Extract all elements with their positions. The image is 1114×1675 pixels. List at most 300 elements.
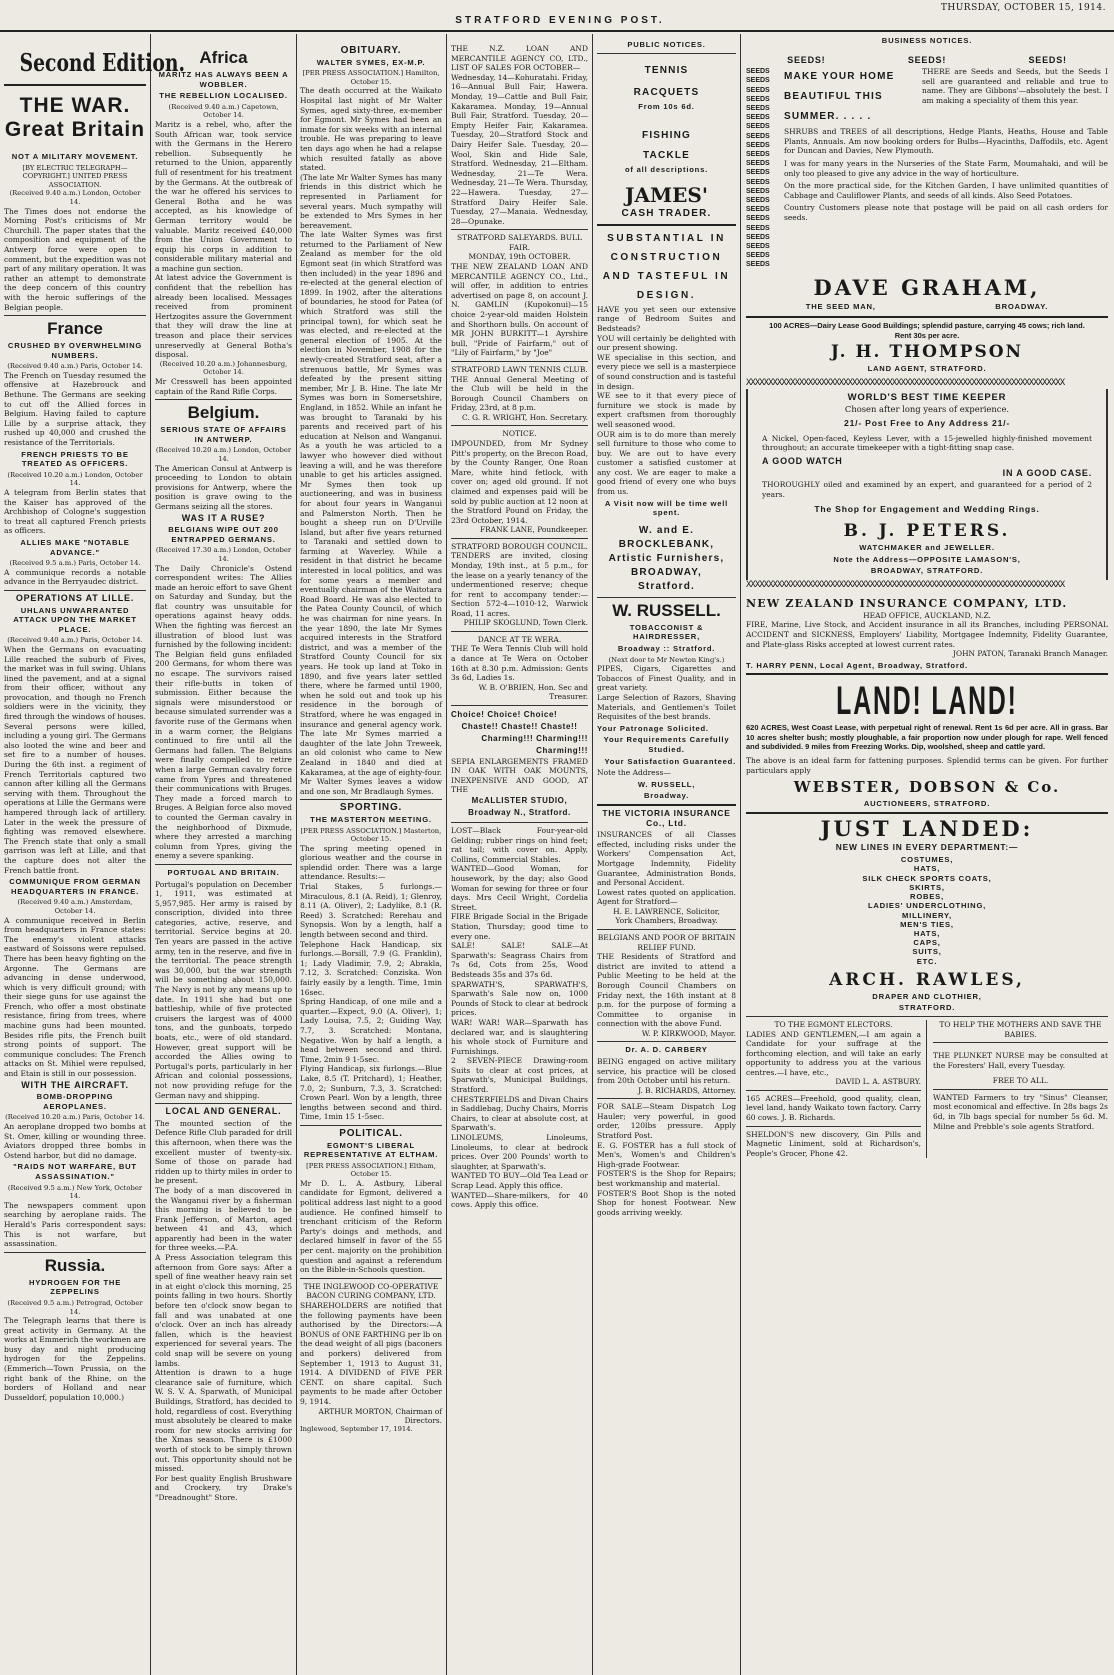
- ad-text: PIPES, Cigars, Cigarettes and Tobaccos of Finest Quality, and in great variety.: [597, 664, 736, 693]
- ad-text: YOU will certainly be delighted with our present showing.: [597, 333, 736, 353]
- article-text: Telephone Hack Handicap, six furlongs.—Borsill, 7.9 (G. Franklin), 1; Lady Vladimir, 7.9, 2; Abrakla, 7.12, 3. Scratched: Conziska. Won fairly easily by a length. Time, 1min 16sec.: [300, 939, 442, 997]
- subhead: OPERATIONS AT LILLE.: [15, 592, 135, 603]
- rule: [597, 804, 736, 806]
- notice-title: DANCE AT TE WERA.: [477, 634, 562, 644]
- notice-subtitle: MONDAY, 19th OCTOBER.: [468, 252, 571, 262]
- subhead: THE REBELLION LOCALISED.: [159, 91, 288, 101]
- list-item: ROBES,: [910, 892, 944, 902]
- subhead: "RAIDS NOT WARFARE, BUT ASSASSINATION.": [13, 1162, 137, 1181]
- rule: [155, 864, 292, 865]
- seeds-word: SEEDS: [746, 68, 770, 76]
- rule: [746, 673, 1108, 675]
- article-text: The spring meeting opened in glorious weather and the course in splendid order. There was a large attendance. Results:—: [300, 843, 442, 882]
- dateline: (Received 9.40 a.m.) Capetown, October 14.: [168, 102, 279, 120]
- article-text: Flying Handicap, six furlongs.—Blue Lake, 8.5 (T. Pritchard), 1; Heather, 7.0, 2; Sunburn, 7.3, 3. Scratched: Crown Pearl. Won by a length, three lengths between second and third. Time, 1min 15 1-5sec.: [300, 1064, 442, 1122]
- ad-text: A Visit now will be time well spent.: [604, 498, 729, 518]
- signature: W. B. O'BRIEN, Hon. Sec and Treasurer.: [478, 682, 588, 702]
- bottom-ads-left: [746, 1020, 927, 1159]
- paper-title: STRATFORD EVENING POST.: [455, 15, 665, 26]
- paper-date: THURSDAY, OCTOBER 15, 1914.: [940, 3, 1106, 13]
- rule: [451, 822, 588, 823]
- ad-text: Note the Address—OPPOSITE LAMASON'S,: [833, 554, 1021, 564]
- ad-text: FIRE, Marine, Live Stock, and Accident insurance in all its Branches, including PERSONAL ACCIDENT and SICKNESS, Employers' Liability, Mortgagee Indemnity, Fidelity Guarantee, and Plate-glass Risks accepted at lowest current rates.: [746, 620, 1108, 649]
- rule: [155, 1103, 292, 1104]
- ad-footer: [746, 300, 1108, 314]
- ad-text: DRAPER AND CLOTHIER,: [872, 991, 982, 1001]
- rule: [597, 597, 736, 598]
- classified-ad: SPARWATH'S, SPARWATH'S, Sparwath's Sale now on, 1000 Pounds of Stock to clear at bedrock prices.: [451, 979, 588, 1018]
- ad-name: J. H. THOMPSON: [830, 342, 1024, 363]
- rule: [4, 84, 146, 86]
- ad-text: WE specialise in this section, and every piece we sell is a masterpiece of sound construction and is tasteful in design.: [597, 352, 736, 391]
- article-text: The body of a man discovered in the Wanganui river by a fisherman this morning is believed to be Frank Jefferson, of Marton, aged between 41 and 43, which apparently had been in the water for three weeks.—P.A.: [155, 1185, 292, 1253]
- ad-name: B. J. PETERS.: [843, 520, 1011, 541]
- africa-heading: Africa: [199, 48, 248, 67]
- signature: ARTHUR MORTON, Chairman of Directors.: [318, 1406, 442, 1425]
- ad-text: W. and E.: [638, 524, 695, 536]
- watch-ad: [746, 389, 1108, 580]
- seeds-word: SEEDS: [746, 224, 770, 232]
- ad-text: Your Patronage Solicited.: [597, 723, 709, 733]
- ad-text: TENNIS: [644, 64, 689, 76]
- subhead: BOMB-DROPPING AEROPLANES.: [36, 1092, 114, 1111]
- ad-text: TOBACCONIST & HAIRDRESSER,: [629, 622, 704, 642]
- ad-text: McALLISTER STUDIO,: [471, 796, 568, 806]
- seeds-word: SEEDS: [746, 252, 770, 260]
- ad-text: BROADWAY,: [631, 566, 702, 578]
- article-text: Portugal's population on December 1, 1911, was estimated at 5,957,985. Her army is raised by conscription, divided into three categories, active, reserve, and territorial. Service begins at 20. Ten years are passed in the active army, ten in the reserve, and five in the territorial. The peace strength was 30,000, but the war strength will be something about 150,000. The Navy is not by any means up to date. In 1911 she had but one battleship, while of five protected cruisers the largest was of 4000 tons, and the gunboats, torpedo boats, etc., were of old standard. However, great support will be accorded the Allies owing to Portugal's ports, particularly in her African and colonial possessions, not now providing refuge for the German navy and shipping.: [155, 879, 292, 1100]
- ad-text: H. E. LAWRENCE, Solicitor,: [613, 906, 720, 916]
- dateline: (Received 9.5 a.m.) Paris, October 14.: [9, 559, 141, 568]
- column-public-notices: [597, 34, 736, 1670]
- notice-title: NOTICE.: [502, 429, 537, 439]
- seeds-word: SEEDS!: [787, 54, 826, 65]
- ad-text: SEPIA ENLARGEMENTS FRAMED IN OAK WITH OAK MOUNTS, INEXPENSIVE AND GOOD, AT THE: [451, 756, 588, 795]
- border-pattern: XXXXXXXXXXXXXXXXXXXXXXXXXXXXXXXXXXXXXXXXXXXXXXXXXXXXXXXXXXXXXXXXXXXXXXXX: [746, 579, 1065, 590]
- notice-text: THE Residents of Stratford and district are invited to attend a Public Meeting to be held at the Borough Council Chambers on Friday next, the 16th instant at 8 p.m. for the purpose of forming a Committee to organise in connection with the above Fund.: [597, 952, 736, 1029]
- dateline: (Received 9.40 a.m.) Amsterdam, October 14.: [17, 898, 133, 915]
- rule: [451, 705, 588, 706]
- dateline: [PER PRESS ASSOCIATION.] Eltham, October 15.: [306, 1161, 436, 1179]
- ad-text: STRATFORD.: [898, 1003, 956, 1013]
- seeds-top: [784, 67, 1108, 127]
- rule: [300, 799, 442, 800]
- seeds-word: SEEDS!: [907, 54, 947, 65]
- ad-text: The above is an ideal farm for fattening purposes. Splendid terms can be given. For further particulars apply: [746, 755, 1108, 775]
- seeds-word: SEEDS: [746, 151, 770, 159]
- subhead: UHLANS UNWARRANTED ATTACK UPON THE MARKET PLACE.: [13, 605, 137, 634]
- list-item: MILLINERY,: [902, 910, 952, 920]
- ad-text: NEW LINES IN EVERY DEPARTMENT:—: [835, 841, 1019, 852]
- rule: [746, 1090, 921, 1091]
- column-sales-notices: [451, 34, 588, 1670]
- signature: J. B. RICHARDS, Attorney.: [638, 1085, 736, 1095]
- signature: PHILIP SKOGLUND, Town Clerk.: [463, 618, 588, 628]
- rule: [746, 812, 1108, 814]
- subhead: HYDROGEN FOR THE ZEPPELINS: [28, 1277, 122, 1297]
- seeds-word: SEEDS: [746, 206, 770, 214]
- signature: JOHN PATON, Taranaki Branch Manager.: [953, 649, 1108, 659]
- list-item: HATS,: [913, 928, 941, 938]
- article-text: For best quality English Brushware and Crockery, try Drake's "Dreadnought" Store.: [155, 1473, 292, 1502]
- article-text: Mr D. L. A. Astbury, Liberal candidate for Egmont, delivered a political address last night to a good audience. He confined himself to trenchant criticism of the Reform Party's doings and methods, and declared himself in favor of the 55 per cent. majority on the prohibition question and against a referendum on the Bible-in-Schools question.: [300, 1178, 442, 1275]
- ad-text: of all descriptions.: [624, 165, 709, 175]
- notice-title: TO HELP THE MOTHERS AND SAVE THE BABIES.: [939, 1019, 1102, 1039]
- notice-text: LADIES AND GENTLEMEN,—I am again a Candidate for your suffrage at the forthcoming election, and will take an early opportunity to address you at the various centres.—I have, etc.,: [746, 1029, 921, 1077]
- article-text: When the Germans on evacuating Lille reached the suburb of Fives, the market was in full swing. Uhlans lined the pavement, and at a signal from their officer, without any provocation, and though no French soldiers were in the vicinity, they fired through the windows of houses. Several persons were killed, including a young girl. The Germans also looted the wine and beer and set fire to a number of houses. During the 6th inst. a regiment of French Territorials captured two cannon after killing all the Germans serving with them. Throughout the operations at Lille the Germans were hampered through lack of artillery. Later in the week the pressure of fighting was removed elsewhere. The French state that only a small garrison was left at Lille, and that the capture does not alter the French battle front.: [4, 644, 146, 875]
- classified-ad: FOR SALE—Steam Dispatch Log Hauler; very powerful, in good order, 120lbs pressure. Apply Stratford Post.: [597, 1102, 736, 1140]
- list-item: SUITS,: [912, 947, 942, 957]
- classified-ad: CHESTERFIELDS and Divan Chairs in Saddlebag, Duchy Chairs, Morris Chairs, to clear at absolute cost, at Sparwath's.: [451, 1094, 588, 1133]
- ad-text: 100 ACRES—Dairy Lease Good Buildings; splendid pasture, carrying 45 cows; rich land. Rent 30s per acre.: [769, 321, 1085, 340]
- article-text: The death occurred at the Waikato Hospital last night of Mr Walter Symes, aged sixty-three, ex-member for Egmont. Mr Symes had been an inmate for six weeks with an internal trouble. He was preparing to leave ten days ago when he had a relapse which resulted fatally as above stated.: [300, 86, 442, 173]
- section-heading: BUSINESS NOTICES.: [881, 36, 973, 45]
- ad-name: ARCH. RAWLES,: [829, 969, 1025, 990]
- belgium-heading: Belgium.: [187, 403, 260, 423]
- bottom-ads: [746, 1020, 1108, 1159]
- article-text: The Times does not endorse the Morning Post's criticisms of Mr Churchill. The paper states that the composition and equipment of the Antwerp force were open to comment, but the expedition was not part of any military operation. It was rather an attempt to demonstrate the deep concern of this country with the heroic sufferings of the Belgian people.: [4, 206, 146, 312]
- seeds-word: SEEDS: [746, 243, 770, 251]
- seeds-column: [746, 67, 778, 269]
- seeds-word: SEEDS: [746, 114, 770, 122]
- seeds-ad: [746, 67, 1108, 269]
- ad-text: OUR aim is to do more than merely sell furniture to those who come to buy. We are out to have every customer a satisfied customer at any cost. We are eager to make a good friend of every one who buys from us.: [597, 429, 736, 497]
- masthead-rule: [0, 30, 1114, 32]
- seeds-word: SEEDS: [746, 77, 770, 85]
- ad-text: W. RUSSELL,: [637, 779, 696, 789]
- ad-text: THOROUGHLY oiled and examined by an expert, and guaranteed for a period of 2 years.: [762, 480, 1092, 499]
- ad-headline: JUST LANDED:: [820, 815, 1034, 841]
- article-text: The Telegraph learns that there is great activity in Germany. At the works at Emmerich the workmen are busy day and night producing hydrogen for the Zeppelins. (Emmerich—Town Prussia, on the right bank of the Rhine, on the borders of Holland and near Dusseldorf, population 10,000.): [4, 1316, 146, 1402]
- dateline: (Received 10.20 a.m.) Paris, October 14.: [5, 1113, 145, 1122]
- article-text: The French on Tuesday resumed the offensive at Hazebrouck and Bethune. The Germans are seeking to cut off the Allied forces in Belgium. Having failed to capture Lille by a surprise attack, they rushed up 40,000 and crushed the resistance of the Territorials.: [4, 370, 146, 448]
- seeds-body: [784, 67, 1108, 269]
- ad-text: Broadway.: [643, 791, 690, 801]
- ad-name: DAVE GRAHAM,: [813, 274, 1041, 300]
- list-item: HATS,: [913, 864, 941, 874]
- dateline: (Received 9.5 a.m.) Petrograd, October 14.: [7, 1298, 143, 1316]
- subhead: CRUSHED BY OVERWHELMING NUMBERS.: [7, 341, 143, 360]
- list-item: ETC.: [916, 956, 938, 966]
- ad-name: NEW ZEALAND INSURANCE COMPANY, LTD.: [746, 596, 1068, 610]
- ad-text: Country Customers please note that postage will be paid on all cash orders for seeds.: [784, 203, 1108, 222]
- russia-heading: Russia.: [44, 1255, 106, 1275]
- dateline: (Received 9.40 a.m.) Paris, October 14.: [7, 636, 143, 645]
- byline: [BY ELECTRIC TELEGRAPH—COPYRIGHT.] UNITED PRESS ASSOCIATION.: [22, 163, 128, 189]
- ad-text: Broadway N., Stratford.: [468, 808, 571, 818]
- dateline: (Received 10.20 a.m.) Johannesburg, October 14.: [159, 359, 288, 377]
- rule: [597, 1098, 736, 1099]
- list-item: MEN'S TIES,: [900, 919, 954, 929]
- notice-text: THE PLUNKET NURSE may be consulted at the Foresters' Hall, every Tuesday.: [933, 1051, 1108, 1070]
- list-item: SILK CHECK SPORTS COATS,: [862, 873, 992, 883]
- classified-ad: WANTED—Share-milkers, for 40 cows. Apply this office.: [451, 1190, 588, 1210]
- list-item: LADIES' UNDERCLOTHING,: [867, 901, 987, 911]
- ad-text: (Next door to Mr Newton King's.): [608, 655, 725, 664]
- ad-text: Chaste!! Chaste!! Chaste!!: [461, 721, 578, 731]
- ad-text: THE SEED MAN,: [805, 301, 876, 311]
- ad-text: On the more practical side, for the Kitchen Garden, I have unlimited quantities of Cabbage and Cauliflower Plants, and seeds of all kinds. Also Seed Potatoes.: [784, 181, 1108, 200]
- sales-list: Wednesday, 14—Kohuratahi. Friday, 16—Annual Bull Fair, Hawera. Monday, 19—Cattle and Bull Fair, Kakaramea. Monday, 19—Annual Bull Fair, Stratford. Tuesday, 20—Empty Heifer Fair, Kakaramea. Tuesday, 20—Stratford Stock and Dairy Heifer Sale. Tuesday, 20—Wool, Skin and Hide Sale, Stratford. Wednesday, 21—Eltham. Wednesday, 21—Te Wera. Wednesday, 21—Te Wera. Thursday, 22—Hawera. Tuesday, 27—Stratford Dairy Heifer Sale. Tuesday, 27—Manaia. Wednesday, 28—Opunake.: [451, 72, 588, 226]
- war-heading: THE WAR.: [19, 94, 131, 117]
- ad-text: BROADWAY, STRATFORD.: [870, 566, 984, 576]
- subhead: COMMUNIQUE FROM GERMAN HEADQUARTERS IN FRANCE.: [9, 877, 141, 896]
- article-text: A communique received in Berlin from headquarters in France states: The enemy's violent attacks eastward of Soissons were repulsed. There has been heavy fighting on the Argonne. The Germans are advancing in dense underwood, which is very difficult ground; with their siege guns for use against the French, who offer a most obstinate resistance, firing from trees, where machine guns had been mounted. Besides rifle pits, the French built strong points of support. The communique concludes: The French attacks on St. Mihiel were repulsed, and Etain is still in our possession.: [4, 915, 146, 1079]
- notice-text: IMPOUNDED, from Mr Sydney Pitt's property, on the Brecon Road, by the County Ranger, One Roan Mare, white hind fetlock, with cover on; aged old ground. If not claimed and expenses paid will be sold by public auction at 12 noon at the Stratford Pound on Friday, the 23rd October, 1914.: [451, 438, 588, 525]
- classified-ad: 2 SEVEN-PIECE Drawing-room Suits to clear at cost prices, at Sparwath's, Municipal Buildings, Stratford.: [451, 1056, 588, 1095]
- ad-text: SHRUBS and TREES of all descriptions, Hedge Plants, Heaths, House and Table Plants, Annuals. Am now booking orders for Bulbs—Hyacinths, Daffodils, etc. Agent for Duncan and Davies, New Plymouth.: [784, 127, 1108, 156]
- rule: [597, 53, 736, 54]
- article-text: (The late Mr Walter Symes has many friends in this district which he represented in Parliament for several years. Much sympathy will be extended to Mrs Symes in her bereavement.: [300, 172, 442, 230]
- ad-text: T. HARRY PENN, Local Agent, Broadway, Stratford.: [746, 660, 968, 670]
- column-divider: [740, 34, 741, 1675]
- column-africa-belgium: [155, 34, 292, 1670]
- ad-text: I was for many years in the Nurseries of the State Farm, Moumahaki, and will be only too pleased to give any advice in the way of horticulture.: [784, 158, 1108, 178]
- ad-text: Charming!!! Charming!!! Charming!!!: [481, 733, 588, 755]
- ad-text: IN A GOOD CASE.: [1002, 467, 1092, 478]
- classified-ad: LOST—Black Four-year-old Gelding; rubber rings on hind feet; rat tail; with cover on. Apply, Collins, Commercial Stables.: [451, 826, 588, 864]
- rule: [4, 590, 146, 591]
- article-text: The American Consul at Antwerp is proceeding to London to obtain provisions for Antwerp, where the position is grave owing to the Germans seizing all the stores.: [155, 463, 292, 511]
- column-obituary-sporting: [300, 34, 442, 1670]
- classified-ad: WANTED Farmers to try "Sinus" Cleanser, most economical and effective. In 28s bags 2s 6d, in 7lb bags special for number 5s 6d. M. Milne and Prebble's sole agents Stratford.: [933, 1092, 1108, 1131]
- ad-text: Broadway :: Stratford.: [617, 644, 716, 654]
- subhead: THE MASTERTON MEETING.: [310, 814, 432, 824]
- classified-ad: FOSTER'S Boot Shop is the noted Shop for honest Footwear. New goods arriving weekly.: [597, 1188, 736, 1217]
- ad-headline: SUBSTANTIAL IN CONSTRUCTION AND TASTEFUL IN DESIGN.: [602, 232, 731, 301]
- france-heading: France: [47, 319, 103, 339]
- subhead: WALTER SYMES, EX-M.P.: [316, 57, 426, 67]
- ad-text: BROADWAY.: [995, 301, 1049, 311]
- ad-name: WEBSTER, DOBSON & Co.: [793, 778, 1061, 797]
- notice-text: THE NEW ZEALAND LOAN AND MERCANTILE AGENCY CO., Ltd., will offer, in addition to entries advertised on page 8, on account J. N. GAMLIN (Kupokonui)—15 choice 2-year-old maiden Holstein and Shorthorn bulls. On account of MR JOHN BURKITT—1 Ayrshire bull, "Pride of Fairfarm," out of "Lily of Fairfarm," by "Joe": [451, 262, 588, 358]
- article-text: Attention is drawn to a huge clearance sale of furniture, which W. S. V. A. Sparwath, of Municipal Buildings, Stratford, has decided to hold, regardless of cost. Everything must absolutely be cleared to make room for new stocks arriving for the Xmas season. There is £1000 worth of stock to be simply thrown out. This opportunity should not be missed.: [155, 1368, 292, 1474]
- rule: [746, 316, 1108, 318]
- subhead: BELGIANS WIPE OUT 200 ENTRAPPED GERMANS.: [168, 525, 279, 544]
- ad-text: Stratford.: [638, 580, 695, 592]
- dateline: (Received 10.20 a.m.) London, October 14.: [155, 446, 292, 463]
- subhead: EGMONT'S LIBERAL REPRESENTATIVE AT ELTHAM.: [303, 1140, 439, 1160]
- subhead: PORTUGAL AND BRITAIN.: [167, 867, 280, 877]
- signature: W. P. KIRKWOOD, Mayor.: [641, 1029, 736, 1038]
- section-heading: PUBLIC NOTICES.: [627, 40, 706, 49]
- ad-text: Lowest rates quoted on application. Agent for Stratford—: [597, 887, 736, 907]
- ad-text: The Shop for Engagement and Wedding Rings.: [814, 504, 1040, 515]
- rule: [597, 929, 736, 930]
- rule: [451, 361, 588, 362]
- seeds-word: SEEDS: [746, 160, 770, 168]
- masthead: [0, 0, 1114, 34]
- seeds-word: SEEDS!: [1028, 54, 1067, 65]
- rule: [746, 1126, 921, 1127]
- ad-text: Chosen after long years of experience.: [844, 403, 1010, 414]
- notice-title: STRATFORD BOROUGH COUNCIL.: [451, 541, 588, 551]
- dateline: (Received 9.40 a.m.) Paris, October 14.: [7, 362, 143, 371]
- ad-text: WATCHMAKER and JEWELLER.: [859, 542, 995, 552]
- classified-ad: LINOLEUMS, Linoleums, Linoleums, to clear at bedrock prices. Over 200 Pounds' worth to slaughter, at Sparwath's.: [451, 1133, 588, 1171]
- seeds-word: SEEDS: [746, 86, 770, 94]
- column-divider: [592, 34, 593, 1675]
- ad-headline: THE VICTORIA INSURANCE Co., Ltd.: [602, 807, 731, 828]
- rule: [4, 315, 146, 316]
- rule: [933, 1042, 1108, 1043]
- ad-text: 620 ACRES, West Coast Lease, with perpetual right of renewal. Rent 1s 6d per acre. All in grass. Bar 10 acres shelter bush; mostly ploughable, a fair proportion now under plough for rape. Well fenced and subdivided. 9 miles from Freezing Works. Dip, woolshed, sheep and cattle yard.: [746, 723, 1108, 752]
- dateline: (Received 9.5 a.m.) New York, October 14.: [7, 1183, 143, 1201]
- notice-title: THE N.Z. LOAN AND MERCANTILE AGENCY CO, LTD., LIST OF SALES FOR OCTOBER—: [451, 44, 588, 73]
- dateline: (Received 9.40 a.m.) London, October 14.: [9, 189, 141, 206]
- article-text: Maritz is a rebel, who, after the South African war, took service with the Germans in the Herero rebellion. Subsequently he returned to the Union, apparently full of resentment for his treatment by the Germans. At the outbreak of the war he offered his services to General Botha and he was accepted, as his knowledge of German territory would be valuable. Maritz received £40,000 from the Union Government to equip his corps in addition to considerable military material and a machine gun section.: [155, 119, 292, 273]
- classified-ad: E. G. FOSTER has a full stock of Men's, Women's and Children's High-grade Footwear.: [597, 1140, 736, 1169]
- article-text: The mounted section of the Defence Rifle Club paraded for drill this afternoon, when there was the excellent muster of twenty-six. Some of those on parade had ridden up to thirty miles in order to be present.: [155, 1118, 292, 1186]
- signature: DAVID L. A. ASTBURY.: [835, 1077, 921, 1087]
- rule: [4, 1252, 146, 1253]
- rule: [300, 1125, 442, 1126]
- ad-name: W. RUSSELL.: [612, 600, 721, 620]
- ad-text: WE see to it that every piece of furniture we stock is made by expert craftsmen from thoroughly well seasoned wood.: [597, 391, 736, 429]
- notice-title: STRATFORD LAWN TENNIS CLUB.: [451, 365, 588, 374]
- rule: [451, 631, 588, 632]
- article-text: An aeroplane dropped two bombs at St. Omer, killing or wounding three. Aviators dropped three bombs in Ostend harbor, but did no damage.: [4, 1122, 146, 1160]
- ad-text: Your Requirements Carefully Studied.: [603, 735, 730, 754]
- rule: [746, 1016, 1108, 1017]
- article-text: A telegram from Berlin states that the Kaiser has approved of the Archbishop of Cologne's suggestion to treat all captured French priests as officers.: [4, 488, 146, 536]
- column-divider: [446, 34, 447, 1675]
- ad-text: CASH TRADER.: [621, 207, 712, 219]
- notice-title: TO THE EGMONT ELECTORS.: [774, 1019, 893, 1029]
- notice-text: THE Annual General Meeting of the Club will be held in the Borough Council Chambers on Friday, 23rd, at 8 p.m.: [451, 374, 588, 413]
- ad-text: 21/- Post Free to Any Address 21/-: [843, 418, 1010, 429]
- ad-text: THERE are Seeds and Seeds, but the Seeds I sell are guaranteed and reliable and true to name. They are Gibbons'—absolutely the best. I am making a speciality of them this year.: [922, 67, 1108, 105]
- article-text: Spring Handicap, of one mile and a quarter.—Expect, 9.0 (A. Oliver), 1; Lady Louisa, 7.5, 2; Guiding Way, 7.7, 3. Scratched: Montana, Negative. Won by half a length, a head between second and third. Time, 2min 9 1-5sec.: [300, 997, 442, 1064]
- classified-ad: SHELDON'S new discovery, Gin Pills and Magnetic Liniment, sold at Richardson's, People's Grocer, Phone 42.: [746, 1129, 921, 1158]
- signature: FRANK LANE, Poundkeeper.: [480, 525, 588, 535]
- subhead: POLITICAL.: [339, 1127, 403, 1139]
- classified-ad: FIRE Brigade Social in the Brigade Station, Thursday; good time to every one.: [451, 912, 588, 941]
- ad-text: RACQUETS: [633, 86, 700, 98]
- ad-text: HAVE you yet seen our extensive range of Bedroom Suites and Bedsteads?: [597, 304, 736, 333]
- ad-headline: WORLD'S BEST TIME KEEPER: [847, 392, 1007, 404]
- ad-text: Choice! Choice! Choice!: [451, 709, 558, 719]
- rule: [597, 1041, 736, 1042]
- rule: [451, 425, 588, 426]
- subhead: OBITUARY.: [340, 45, 402, 56]
- ad-text: Your Satisfaction Guaranteed.: [604, 756, 736, 766]
- rule: [155, 399, 292, 400]
- ad-text: Artistic Furnishers,: [608, 552, 725, 564]
- article-text: The late Walter Symes was first returned to the Parliament of New Zealand as member for the old Egmont seat (in which Stratford was then included) in the year 1896 and re-elected at the general election of 1899. In 1902, after the alterations of boundaries, he stood for Patea (of which Stratford was still the principal town), for which seat he was elected, and re-elected at the general election of 1905. At the election in November, 1908 for the newly-created Stratford seat, after a strenuous battle, Mr Symes was defeated by the present sitting member, Mr J. B. Hine. The late Mr Symes was born in Somersetshire, England, in 1852. While an infant he was brought to Taranaki by his parents and received part of his education at Nelson and Wanganui. As a youth he was articled to a lawyer who however died without leaving a will, and he was therefore unable to get his articles assigned. Mr Symes then took up auctioneering, and was in business for about four years in Wanganui and Palmerston North. Then he bought a sheep run on D'Urville Island, but after five years returned to Taranaki and settled down to farming at Waverley. While a resident in that district he became interested in local politics, and was for some years a member and eventually chairman of the Waitotara Road Board. He was also elected to the Patea County Council, of which he was chairman for nine years. In the year 1890, the late Mr Symes acquired interests in the Stratford district, and was a member of the Stratford County Council for six years. He took up land at Toko in 1890, and five years later settled there, where he farmed until 1900, when he sold out and took up his residence in the borough of Stratford, where he was engaged in insurance and general agency work. The late Mr Symes married a daughter of the late John Treweek, an old colonist who came to New Zealand in 1840 and died at Kakaramea, at the age of eighty-four. Mr Walter Symes leaves a widow and one son, Mr Bradlaugh Symes.: [300, 230, 442, 796]
- ad-text: A GOOD WATCH: [762, 456, 843, 466]
- list-item: COSTUMES,: [900, 855, 954, 865]
- ad-name: BROCKLEBANK,: [618, 538, 715, 550]
- subhead: NOT A MILITARY MOVEMENT.: [11, 152, 139, 161]
- seeds-word: SEEDS: [746, 95, 770, 103]
- notice-date: Inglewood, September 17, 1914.: [300, 1425, 413, 1434]
- notice-text: SHAREHOLDERS are notified that the following payments have been authorised by the Directors:—A BONUS of ONE FARTHING per lb on the dead weight of all pigs (baconers and porkers) delivered from September 1, 1913 to August 31, 1914. A DIVIDEND of FIVE PER CENT. on share capital. Such payments to be made after October 9, 1914.: [300, 1301, 442, 1406]
- classified-ad: WAR! WAR! WAR—Sparwath has declared war, and is slaughtering his whole stock of Furniture and Furnishings.: [451, 1017, 588, 1056]
- ad-text: Note the Address—: [597, 768, 671, 778]
- great-britain-heading: Great Britain: [4, 118, 146, 141]
- notice-text: FREE TO ALL.: [992, 1076, 1049, 1086]
- list-item: SKIRTS,: [909, 882, 945, 892]
- seeds-header: [746, 54, 1108, 68]
- subhead: ALLIES MAKE "NOTABLE ADVANCE.": [20, 537, 130, 557]
- ad-text: HEAD OFFICE, AUCKLAND, N.Z.: [863, 610, 991, 620]
- seeds-word: SEEDS: [746, 187, 770, 195]
- notice-title: THE INGLEWOOD CO-OPERATIVE BACON CURING COMPANY, LTD.: [303, 1281, 439, 1301]
- seeds-word: SEEDS: [746, 141, 770, 149]
- rule: [597, 224, 736, 226]
- column-business-notices: [746, 34, 1108, 1670]
- column-war-news: [4, 34, 185, 1670]
- ad-text: Large Selection of Razors, Shaving Materials, and Gentlemen's Toilet Requisites of the best brands.: [597, 693, 736, 722]
- subhead: SERIOUS STATE OF AFFAIRS IN ANTWERP.: [160, 425, 287, 444]
- notice-text: TENDERS are invited, closing Monday, 19th inst., at 5 p.m., for the lease on a yearly tenancy of the undermentioned reserve; cheque for rent to accompany tender:—Section 572-4—1010-12, Warwick Road, 11 acres.: [451, 551, 588, 618]
- notice-title: BELGIANS AND POOR OF BRITAIN RELIEF FUND.: [597, 933, 736, 952]
- seeds-word: SEEDS: [746, 123, 770, 131]
- column-divider: [150, 34, 151, 1675]
- article-text: Mr Cresswell has been appointed captain of the Rand Rifle Corps.: [155, 377, 292, 396]
- ad-text: York Chambers, Broadway.: [615, 916, 718, 926]
- article-text: Trial Stakes, 5 furlongs.—Miraculous, 8.1 (A. Reid), 1; Glenroy, 8.11 (A. Oliver), 2; Ladylike, 8.1 (R. Reed) 3. Scratched: Rerehau and Synopsis. Won by a length, half a length between second and third.: [300, 882, 442, 940]
- seeds-word: SEEDS: [746, 105, 770, 112]
- notice-text: THE Te Wera Tennis Club will hold a dance at Te Wera on October 16th at 8.30 p.m. Admission: Gents 3s 6d, Ladies 1s.: [451, 644, 588, 683]
- seeds-word: SEEDS: [746, 215, 770, 223]
- article-text: At latest advice the Government is confident that the rebellion has already been localised. Messages received from prominent Hertzogites assure the Government that they will draw the line at treason and place their services unreservedly at General Botha's disposal.: [155, 273, 292, 360]
- signature: C. G. R. WRIGHT, Hon. Secretary.: [462, 412, 588, 422]
- article-text: A communique records a notable advance in the Berryaudec district.: [4, 567, 146, 587]
- ad-headline: MAKE YOUR HOME BEAUTIFUL THIS SUMMER. . . . .: [784, 71, 895, 123]
- ad-text: TACKLE: [642, 150, 690, 162]
- dateline: [PER PRESS ASSOCIATION.] Masterton, October 15.: [300, 826, 442, 844]
- second-edition-heading: Second Edition.: [19, 48, 185, 77]
- column-divider: [296, 34, 297, 1675]
- classified-ad: WANTED TO BUY—Old Tea Lead or Scrap Lead. Apply this office.: [451, 1171, 588, 1190]
- article-text: The newspapers comment upon searching by aeroplane raids. The Herald's Paris correspondent says: This is not warfare, but assassination.: [4, 1200, 146, 1249]
- notice-text: BEING engaged on active military service, his practice will be closed from 20th October until his return.: [597, 1057, 736, 1086]
- article-text: A Press Association telegram this afternoon from Gore says: After a spell of fine weather heavy rain set in at eight o'clock this morning, 25 points falling in two hours. Shortly before ten o'clock snow began to fall and was unabated at one o'clock. Over an inch has already fallen, which is the heaviest experienced for several years. The cold snap will be severe on young lambs.: [155, 1253, 292, 1368]
- subhead: WAS IT A RUSE?: [181, 512, 266, 523]
- border-pattern: XXXXXXXXXXXXXXXXXXXXXXXXXXXXXXXXXXXXXXXXXXXXXXXXXXXXXXXXXXXXXXXXXXXXXXXX: [746, 378, 1065, 389]
- seeds-word: SEEDS: [746, 197, 770, 205]
- ad-text: A Nickel, Open-faced, Keyless Lever, with a 15-jewelled highly-finished movement throughout; an accurate timekeeper with a tight-fitting snap case.: [762, 433, 1092, 453]
- classified-ad: SALE! SALE! SALE—At Sparwath's: Seagrass Chairs from 7s 6d, Cots from 25s, Wood Bedsteads 35s and 37s 6d.: [451, 941, 588, 979]
- rule: [933, 1089, 1108, 1090]
- subhead: FRENCH PRIESTS TO BE TREATED AS OFFICERS.: [21, 449, 129, 469]
- seeds-word: SEEDS: [746, 132, 770, 140]
- subhead: LOCAL AND GENERAL.: [165, 1106, 282, 1117]
- seeds-word: SEEDS: [746, 169, 770, 177]
- notice-title: STRATFORD SALEYARDS. BULL FAIR.: [456, 233, 583, 252]
- ad-text: AUCTIONEERS, STRATFORD.: [863, 799, 991, 809]
- ad-name: JAMES': [625, 182, 708, 207]
- ad-text: From 10s 6d.: [638, 101, 695, 111]
- article-text: The Daily Chronicle's Ostend correspondent writes: The Allies made an heroic effort to save Ghent on Saturday and Sunday, but the flat country was unsuitable for operations against heavy odds. When the fighting was fiercest an illustration of blood lust was furnished by the following incident: The Belgian field guns enfiladed 200 Germans, for whom there was no escape. The survivors raised their rifle-butts in token of submission. Either because the signals were misunderstood or because simulated surrender was a favorite ruse of the Germans when in a warm corner, the Belgians continued to fire until all the Germans had fallen. The Belgians were finally compelled to retire when a large German cavalry force came from Ypres and threatened their communications with Bruges. They made a forced march to Bruges. A Belgian force also moved to counted the German cavalry in the neighborhood of Dixmude, where they arrested a marching column from Ypres, giving the enemy a severe spanking.: [155, 563, 292, 861]
- classified-ad: 165 ACRES—Freehold, good quality, clean, level land, handy Waikato town factory. Carry 60 cows. J. B. Richards.: [746, 1093, 921, 1123]
- classified-ad: FOSTER'S is the Shop for Repairs; best workmanship and material.: [597, 1169, 736, 1188]
- rule: [451, 538, 588, 539]
- list-item: CAPS,: [913, 938, 941, 948]
- bottom-ads-right: [933, 1020, 1108, 1159]
- subhead: WITH THE AIRCRAFT.: [21, 1079, 129, 1090]
- classified-ad: WANTED—Good Woman, for housework, by the day; also Good Woman for sewing for three or four days. Mrs Cecil Wright, Cordelia Street.: [451, 864, 588, 912]
- land-headline: LAND! LAND!: [836, 679, 1018, 724]
- rule: [300, 1278, 442, 1279]
- dateline: (Received 17.30 a.m.) London, October 14.: [155, 546, 292, 563]
- seeds-word: SEEDS: [746, 261, 770, 269]
- dateline: (Received 10.20 a.m.) London, October 14.: [7, 470, 143, 488]
- rule: [451, 229, 588, 230]
- items-list: [746, 855, 1108, 965]
